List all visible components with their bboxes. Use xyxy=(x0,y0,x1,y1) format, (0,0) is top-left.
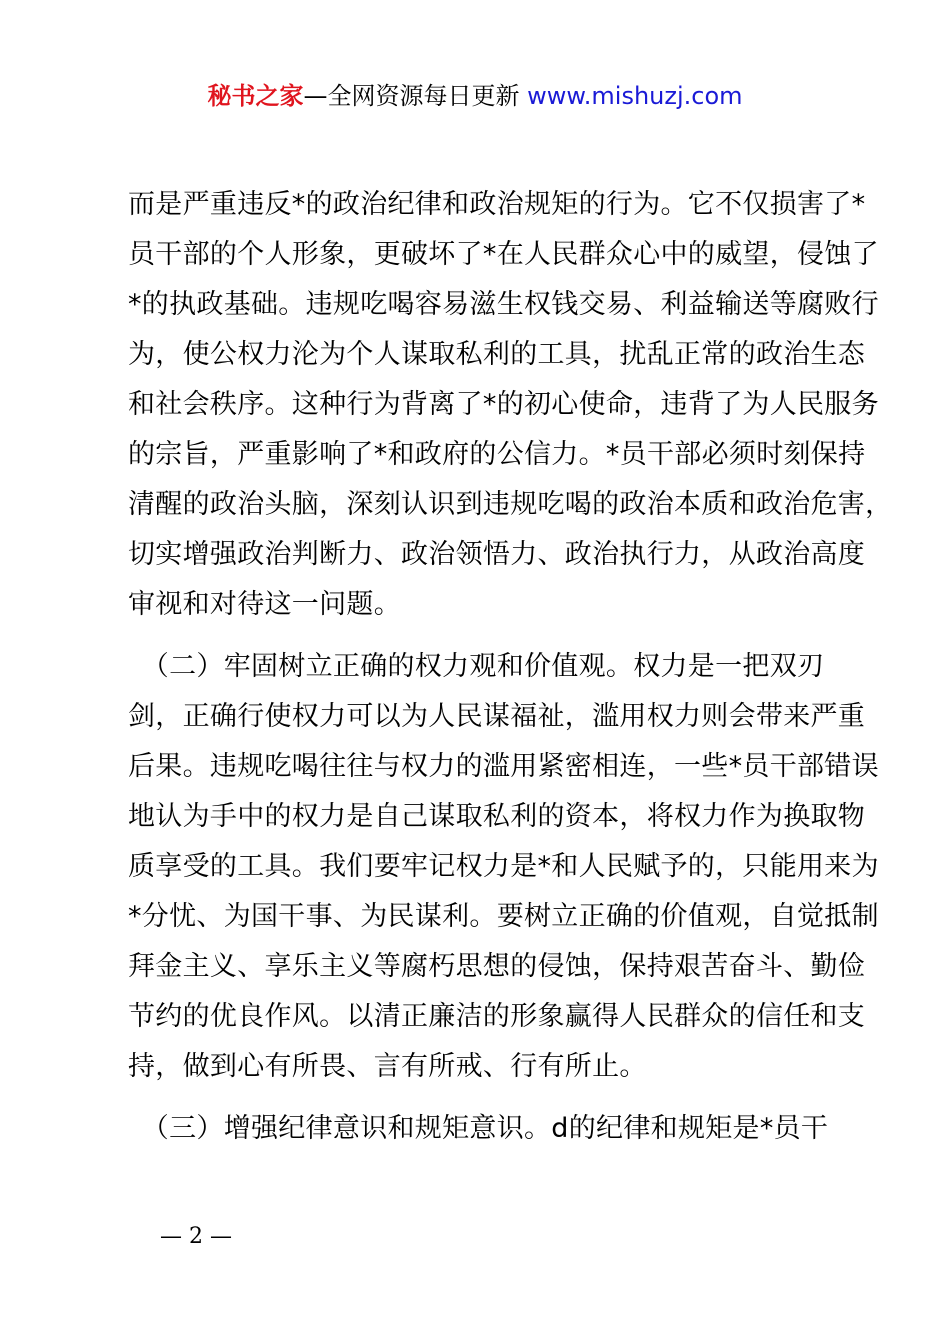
text-line: 剑，正确行使权力可以为人民谋福祉，滥用权力则会带来严重 xyxy=(128,701,866,732)
text-line: 切实增强政治判断力、政治领悟力、政治执行力，从政治高度 xyxy=(128,539,866,570)
text-line: 质享受的工具。我们要牢记权力是*和人民赋予的，只能用来为 xyxy=(128,851,879,882)
paragraph-spacer xyxy=(128,630,838,642)
text-line: 拜金主义、享乐主义等腐朽思想的侵蚀，保持艰苦奋斗、勤俭 xyxy=(128,951,866,982)
site-header xyxy=(0,80,950,112)
site-brand: 秘书之家 xyxy=(207,82,304,110)
text-line: 节约的优良作风。以清正廉洁的形象赢得人民群众的信任和支 xyxy=(128,1001,866,1032)
paragraph-spacer xyxy=(128,1092,838,1104)
text-line: （三）增强纪律意识和规矩意识。d的纪律和规矩是*员干 xyxy=(128,1113,829,1144)
paragraph-1 xyxy=(128,180,893,630)
paragraph-3 xyxy=(128,1104,838,1154)
paragraph-2 xyxy=(128,642,879,1092)
document-body xyxy=(128,180,893,1154)
text-line: 地认为手中的权力是自己谋取私利的资本，将权力作为换取物 xyxy=(128,801,866,832)
text-line: 清醒的政治头脑，深刻认识到违规吃喝的政治本质和政治危害， xyxy=(128,489,893,520)
text-line: *的执政基础。违规吃喝容易滋生权钱交易、利益输送等腐败行 xyxy=(128,289,879,320)
text-line: 的宗旨，严重影响了*和政府的公信力。*员干部必须时刻保持 xyxy=(128,439,866,470)
text-line: 为，使公权力沦为个人谋取私利的工具，扰乱正常的政治生态 xyxy=(128,339,866,370)
text-line: 而是严重违反*的政治纪律和政治规矩的行为。它不仅损害了* xyxy=(128,189,866,220)
text-line: *分忧、为国干事、为民谋利。要树立正确的价值观，自觉抵制 xyxy=(128,901,879,932)
text-line: （二）牢固树立正确的权力观和价值观。权力是一把双刃 xyxy=(128,651,825,682)
text-line: 审视和对待这一问题。 xyxy=(128,589,401,620)
text-line: 持，做到心有所畏、言有所戒、行有所止。 xyxy=(128,1051,647,1082)
site-url-link[interactable]: www.mishuzj.com xyxy=(527,82,743,110)
text-line: 员干部的个人形象，更破坏了*在人民群众心中的威望，侵蚀了 xyxy=(128,239,879,270)
site-tagline: —全网资源每日更新 xyxy=(303,82,520,110)
text-line: 和社会秩序。这种行为背离了*的初心使命，违背了为人民服务 xyxy=(128,389,879,420)
text-line: 后果。违规吃喝往往与权力的滥用紧密相连，一些*员干部错误 xyxy=(128,751,879,782)
page-number: — 2 — xyxy=(160,1224,232,1249)
